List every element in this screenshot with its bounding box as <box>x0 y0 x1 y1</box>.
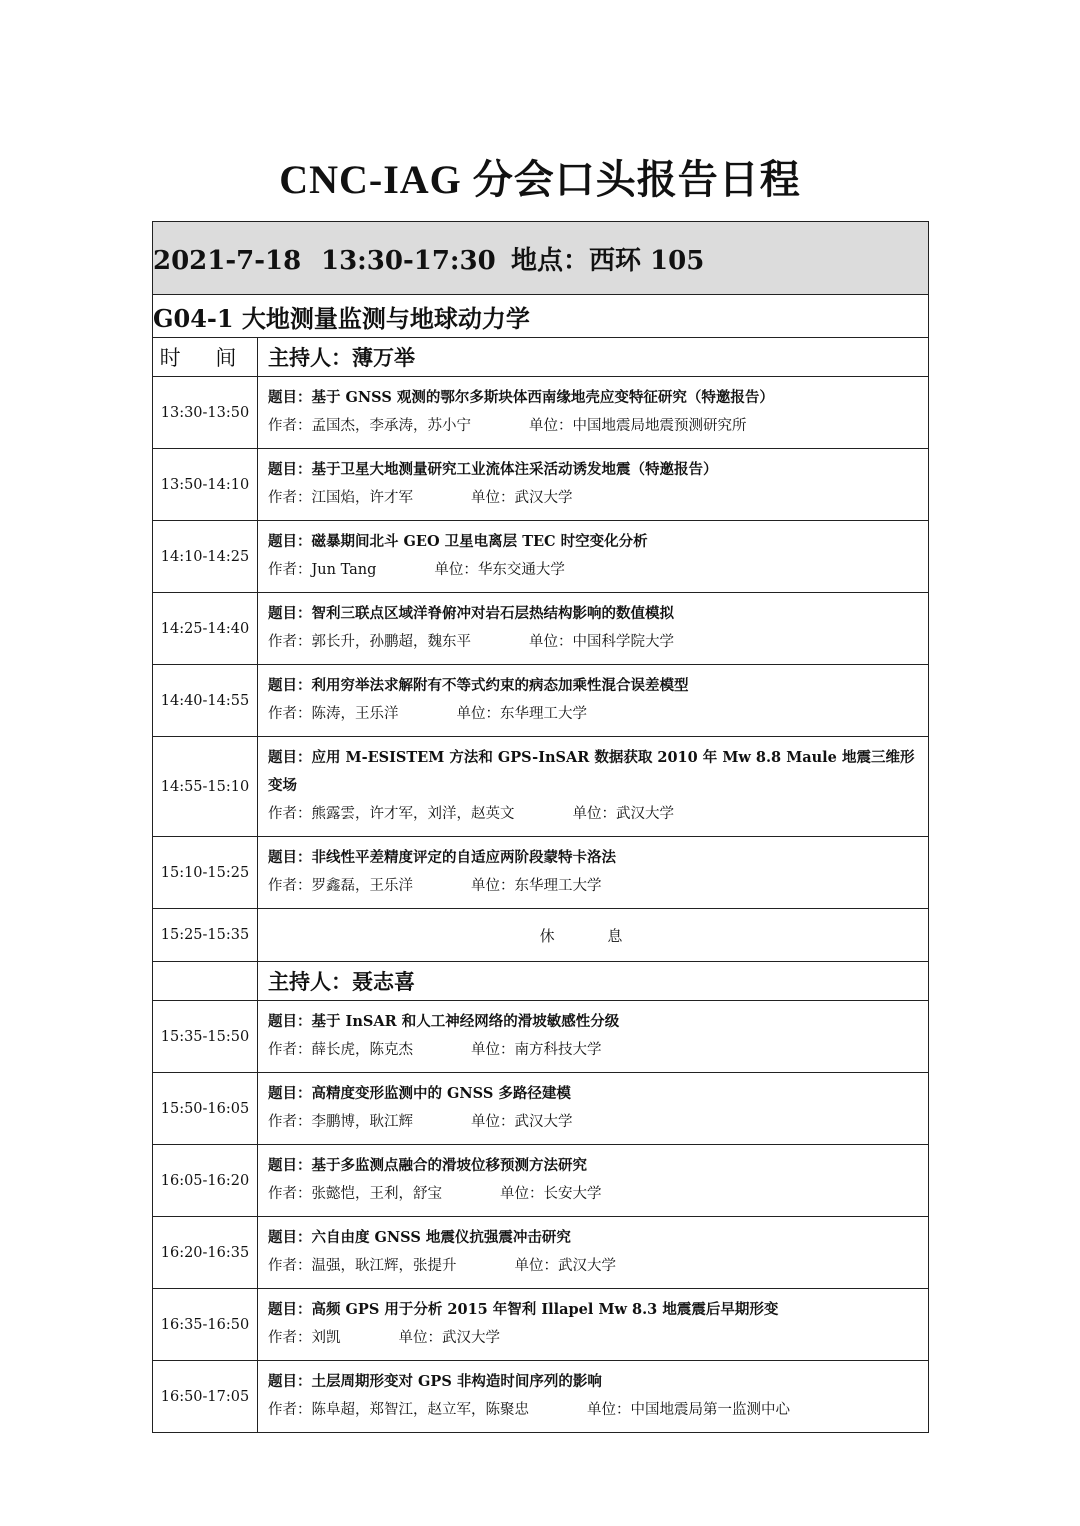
talk-unit: 单位：中国地震局地震预测研究所 <box>529 418 747 434</box>
talk-authors: 作者：陈阜超，郑智江，赵立军，陈聚忠 <box>268 1402 529 1418</box>
talk-authors: 作者：温强，耿江辉，张提升 <box>268 1258 457 1274</box>
talk-time: 15:35-15:50 <box>153 1001 258 1073</box>
talk-unit: 单位：华东交通大学 <box>434 562 565 578</box>
talk-authors: 作者：罗鑫磊，王乐洋 <box>268 878 413 894</box>
talk-time: 14:10-14:25 <box>153 521 258 593</box>
talk-title: 题目：利用穷举法求解附有不等式约束的病态加乘性混合误差模型 <box>268 677 689 694</box>
talk-authors: 作者：张懿恺，王利，舒宝 <box>268 1186 442 1202</box>
talk-unit: 单位：武汉大学 <box>398 1330 500 1346</box>
talk-row <box>153 1289 929 1361</box>
talk-time: 14:40-14:55 <box>153 665 258 737</box>
talk-time: 15:50-16:05 <box>153 1073 258 1145</box>
header-venue: 地点：西环 105 <box>511 245 705 276</box>
talk-authors: 作者：陈涛，王乐洋 <box>268 706 399 722</box>
talk-time: 16:35-16:50 <box>153 1289 258 1361</box>
talk-row <box>153 377 929 449</box>
talk-unit: 单位：东华理工大学 <box>456 706 587 722</box>
header-time: 13:30-17:30 <box>321 245 496 276</box>
talk-time: 16:50-17:05 <box>153 1361 258 1433</box>
talk-unit: 单位：长安大学 <box>500 1186 602 1202</box>
column-header-row <box>153 338 929 377</box>
talk-row <box>153 837 929 909</box>
break-label: 休 息 <box>258 909 929 962</box>
talk-authors: 作者：熊露雲，许才军，刘洋，赵英文 <box>268 806 515 822</box>
talk-time: 14:55-15:10 <box>153 737 258 837</box>
talk-row <box>153 1361 929 1433</box>
talk-title: 题目：基于 GNSS 观测的鄂尔多斯块体西南缘地壳应变特征研究（特邀报告） <box>268 389 774 406</box>
talk-authors: 作者：郭长升，孙鹏超，魏东平 <box>268 634 471 650</box>
talk-row <box>153 521 929 593</box>
talk-title: 题目：基于多监测点融合的滑坡位移预测方法研究 <box>268 1157 587 1174</box>
talk-unit: 单位：东华理工大学 <box>471 878 602 894</box>
talk-row <box>153 1073 929 1145</box>
session-title: G04-1 大地测量监测与地球动力学 <box>153 295 929 338</box>
page-title: CNC-IAG 分会口头报告日程 <box>279 157 801 202</box>
talk-unit: 单位：中国地震局第一监测中心 <box>587 1402 790 1418</box>
talk-row <box>153 1217 929 1289</box>
break-time: 15:25-15:35 <box>153 909 258 962</box>
talk-row <box>153 593 929 665</box>
talk-title: 题目：基于 InSAR 和人工神经网络的滑坡敏感性分级 <box>268 1013 620 1030</box>
talk-authors: 作者：江国焰，许才军 <box>268 490 413 506</box>
talk-title: 题目：磁暴期间北斗 GEO 卫星电离层 TEC 时空变化分析 <box>268 533 648 550</box>
time-column-label: 时 间 <box>153 338 258 377</box>
chair-row-2 <box>153 962 929 1001</box>
talk-authors: 作者：孟国杰，李承涛，苏小宁 <box>268 418 471 434</box>
talk-row <box>153 665 929 737</box>
talk-time: 14:25-14:40 <box>153 593 258 665</box>
talk-time: 16:05-16:20 <box>153 1145 258 1217</box>
talk-row <box>153 737 929 837</box>
talk-row <box>153 1145 929 1217</box>
talk-authors: 作者：薛长虎，陈克杰 <box>268 1042 413 1058</box>
chair-1: 主持人：薄万举 <box>258 338 929 377</box>
talk-title: 题目：高精度变形监测中的 GNSS 多路径建模 <box>268 1085 571 1102</box>
talk-title: 题目：六自由度 GNSS 地震仪抗强震冲击研究 <box>268 1229 571 1246</box>
talk-authors: 作者：刘凯 <box>268 1330 341 1346</box>
talk-row <box>153 449 929 521</box>
talk-unit: 单位：武汉大学 <box>572 806 674 822</box>
session-title-row <box>153 295 929 338</box>
talk-title: 题目：基于卫星大地测量研究工业流体注采活动诱发地震（特邀报告） <box>268 461 718 478</box>
talk-authors: 作者：Jun Tang <box>268 562 377 578</box>
talk-time: 13:50-14:10 <box>153 449 258 521</box>
schedule-header <box>153 222 929 295</box>
break-row <box>153 909 929 962</box>
talk-time: 16:20-16:35 <box>153 1217 258 1289</box>
talk-row <box>153 1001 929 1073</box>
talk-unit: 单位：南方科技大学 <box>471 1042 602 1058</box>
talk-authors: 作者：李鹏博，耿江辉 <box>268 1114 413 1130</box>
empty-cell <box>153 962 258 1001</box>
talk-unit: 单位：武汉大学 <box>514 1258 616 1274</box>
chair-2: 主持人：聂志喜 <box>258 962 929 1001</box>
header-date: 2021-7-18 <box>153 245 302 276</box>
talk-title: 题目：智利三联点区域洋脊俯冲对岩石层热结构影响的数值模拟 <box>268 605 674 622</box>
talk-unit: 单位：中国科学院大学 <box>529 634 674 650</box>
talk-title: 题目：土层周期形变对 GPS 非构造时间序列的影响 <box>268 1373 602 1390</box>
talk-title: 题目：应用 M-ESISTEM 方法和 GPS-InSAR 数据获取 2010 年 Mw 8.8 Maule 地震三维形变场 <box>268 749 915 794</box>
talk-title: 题目：高频 GPS 用于分析 2015 年智利 Illapel Mw 8.3 地震震后早期形变 <box>268 1301 779 1318</box>
talk-time: 13:30-13:50 <box>153 377 258 449</box>
talk-unit: 单位：武汉大学 <box>471 1114 573 1130</box>
talk-time: 15:10-15:25 <box>153 837 258 909</box>
talk-title: 题目：非线性平差精度评定的自适应两阶段蒙特卡洛法 <box>268 849 616 866</box>
talk-unit: 单位：武汉大学 <box>471 490 573 506</box>
schedule-table <box>152 221 929 1433</box>
